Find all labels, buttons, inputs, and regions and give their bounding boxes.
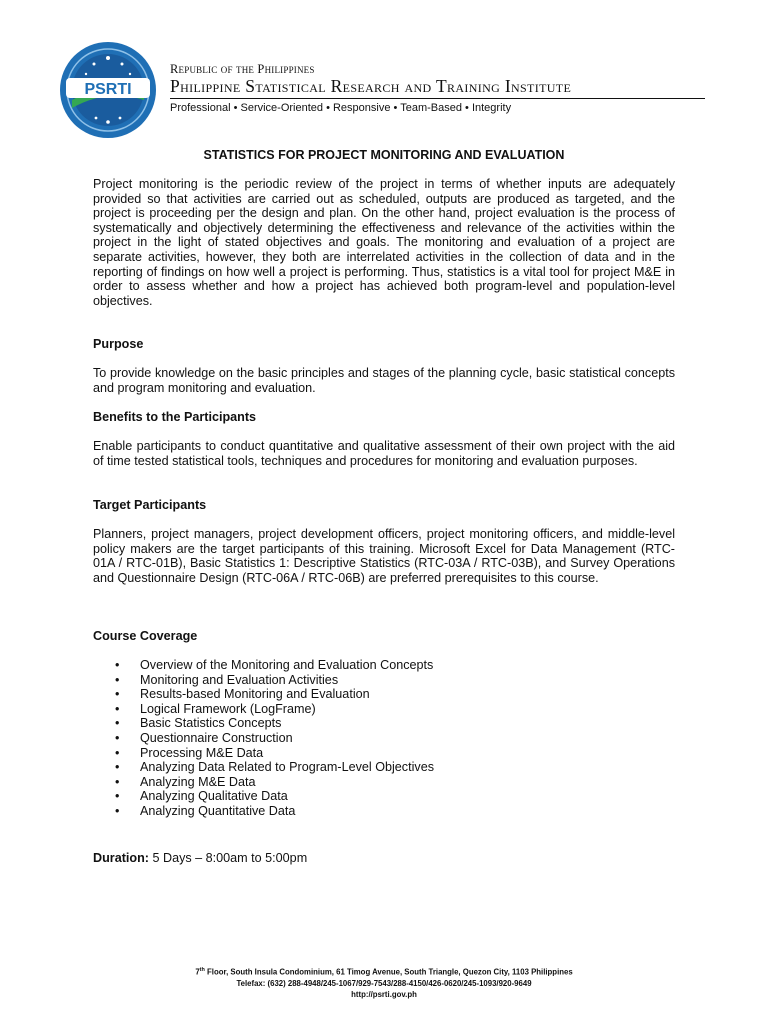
bullet-icon: • — [115, 658, 120, 672]
psrti-logo — [58, 40, 158, 140]
list-item-text: Questionnaire Construction — [140, 730, 293, 745]
list-item — [115, 746, 675, 761]
footer-website-link[interactable]: http://psrti.gov.ph — [351, 989, 417, 999]
list-item — [115, 658, 675, 673]
logo-dot-icon — [121, 63, 124, 66]
bullet-icon: • — [115, 789, 120, 804]
institute-motto: Professional • Service-Oriented • Responsive • Team-Based • Integrity — [170, 102, 512, 114]
logo-dot-icon — [129, 73, 131, 75]
bullet-icon: • — [115, 701, 120, 716]
purpose-section — [93, 337, 675, 352]
coverage-section — [93, 629, 675, 644]
bullet-icon: • — [115, 760, 120, 775]
footer-floor-suffix: th — [199, 967, 205, 973]
logo-dot-icon — [93, 63, 96, 66]
list-item — [115, 673, 675, 688]
footer — [0, 965, 768, 1000]
bullet-icon: • — [115, 730, 120, 745]
list-item — [115, 702, 675, 717]
list-item-text: Monitoring and Evaluation Activities — [140, 672, 339, 687]
footer-address-text: Floor, South Insula Condominium, 61 Timog Avenue, South Triangle, Quezon City, 1103 Philippines — [204, 967, 573, 977]
list-item-text: Analyzing M&E Data — [140, 774, 256, 789]
logo-dot-icon — [85, 73, 87, 75]
target-section — [93, 498, 675, 513]
intro-paragraph: Project monitoring is the periodic review of the project in terms of whether inputs are adequately provided so that activities are carried out as scheduled, outputs are produced as targeted, and the project is proceeding per the design and plan. On the other hand, project evaluation is the process of systematically and objectively determining the effectiveness and relevance of the activities within the project in the light of stated objectives and goals. The monitoring and evaluation of a project are separate activities, however, they both are interrelated activities in the collection of data and in the reporting of findings on how well a project is performing. Thus, statistics is a vital tool for project M&E in order to assess whether and how a project has achieved both program-level and population-level objectives. — [93, 177, 675, 308]
bullet-icon: • — [115, 803, 120, 818]
logo-text: PSRTI — [84, 81, 132, 98]
list-item — [115, 775, 675, 790]
duration-line — [93, 851, 307, 865]
benefits-section — [93, 410, 675, 425]
list-item — [115, 716, 675, 731]
purpose-body: To provide knowledge on the basic principles and stages of the planning cycle, basic statistical concepts and program monitoring and evaluation. — [93, 366, 675, 395]
bullet-icon: • — [115, 745, 120, 760]
benefits-body-wrap — [93, 439, 675, 468]
list-item-text: Basic Statistics Concepts — [140, 716, 282, 731]
benefits-body: Enable participants to conduct quantitative and qualitative assessment of their own project with the aid of time tested statistical tools, techniques and procedures for monitoring and evaluation purposes. — [93, 439, 675, 468]
duration-value: 5 Days – 8:00am to 5:00pm — [152, 851, 308, 865]
institute-name: Philippine Statistical Research and Training Institute — [170, 76, 705, 99]
target-body: Planners, project managers, project development officers, project monitoring officers, and middle-level policy makers are the target participants of this training. Microsoft Excel for Data Management (RTC-01A / RTC-01B), Basic Statistics 1: Descriptive Statistics (RTC-03A / RTC-03B), and Survey Operations and Questionnaire Design (RTC-06A / RTC-06B) are preferred prerequisites to this course. — [93, 527, 675, 585]
list-item-text: Analyzing Quantitative Data — [140, 803, 296, 818]
logo-dot-icon — [95, 117, 98, 120]
footer-floor-number: 7 — [195, 967, 200, 977]
duration-label: Duration: — [93, 851, 149, 865]
purpose-heading: Purpose — [93, 337, 144, 351]
list-item — [115, 804, 675, 819]
list-item — [115, 789, 675, 804]
coverage-heading: Course Coverage — [93, 629, 198, 643]
logo-dot-icon — [106, 56, 110, 60]
logo-dot-icon — [119, 117, 122, 120]
bullet-icon: • — [115, 687, 120, 702]
coverage-list — [115, 658, 675, 819]
benefits-heading: Benefits to the Participants — [93, 410, 257, 424]
document-title: STATISTICS FOR PROJECT MONITORING AND EVALUATION — [203, 148, 565, 162]
letterhead — [170, 62, 705, 114]
bullet-icon: • — [115, 672, 120, 687]
list-item — [115, 687, 675, 702]
bullet-icon: • — [115, 716, 120, 731]
republic-line: Republic of the Philippines — [170, 62, 315, 76]
list-item-text: Analyzing Data Related to Program-Level Objectives — [140, 760, 434, 775]
purpose-body-wrap — [93, 366, 675, 395]
list-item-text: Overview of the Monitoring and Evaluation Concepts — [140, 658, 434, 672]
target-heading: Target Participants — [93, 498, 207, 512]
logo-dot-icon — [106, 120, 110, 124]
list-item — [115, 760, 675, 775]
list-item — [115, 731, 675, 746]
footer-address — [0, 965, 768, 978]
bullet-icon: • — [115, 774, 120, 789]
footer-telefax: Telefax: (632) 288-4948/245-1067/929-7543/288-4150/426-0620/245-1093/920-9649 — [236, 978, 532, 988]
target-body-wrap — [93, 527, 675, 585]
list-item-text: Processing M&E Data — [140, 745, 264, 760]
list-item-text: Logical Framework (LogFrame) — [140, 701, 316, 716]
intro-section — [93, 177, 675, 308]
list-item-text: Results-based Monitoring and Evaluation — [140, 687, 370, 702]
list-item-text: Analyzing Qualitative Data — [140, 789, 288, 804]
